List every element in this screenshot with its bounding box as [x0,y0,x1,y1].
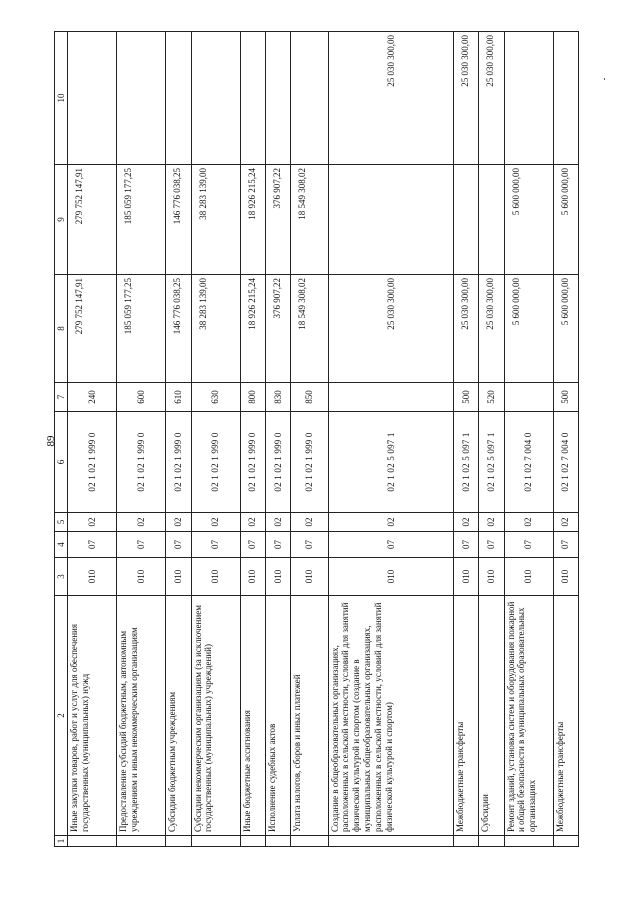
col1-cell [191,836,240,847]
amount-8: 376 907,22 [265,275,290,383]
code-7: 630 [191,383,240,412]
code-6: 02 1 02 1 999 0 [68,412,117,513]
amount-10 [68,32,117,165]
row-name: Исполнение судебных актов [265,596,290,836]
amount-10 [166,32,191,165]
code-3: 010 [553,558,578,596]
column-number: 9 [55,165,68,275]
amount-9 [328,165,454,275]
table-row [240,32,265,847]
amount-10 [553,32,578,165]
code-5: 02 [504,513,553,532]
code-4: 07 [265,532,290,558]
table-body [68,32,579,847]
code-3: 010 [117,558,166,596]
code-6: 02 1 02 5 097 1 [454,412,479,513]
table-row [290,32,328,847]
code-7: 600 [117,383,166,412]
amount-8: 18 926 215,24 [240,275,265,383]
budget-table [54,31,579,847]
code-4: 07 [68,532,117,558]
row-name: Субсидии [479,596,504,836]
code-3: 010 [454,558,479,596]
rotated-table-container [54,32,579,847]
row-name: Уплата налогов, сборов и иных платежей [290,596,328,836]
column-number: 8 [55,275,68,383]
amount-9: 5 600 000,00 [553,165,578,275]
col1-cell [117,836,166,847]
code-7: 800 [240,383,265,412]
code-4: 07 [553,532,578,558]
code-6: 02 1 02 7 004 0 [504,412,553,513]
row-name: Субсидии некоммерческим организациям (за исключением государственных (муниципальных) учреждений) [191,596,240,836]
table-row [117,32,166,847]
code-3: 010 [479,558,504,596]
code-7: 520 [479,383,504,412]
code-4: 07 [479,532,504,558]
amount-9: 18 926 215,24 [240,165,265,275]
col1-cell [454,836,479,847]
code-5: 02 [290,513,328,532]
row-name: Иные бюджетные ассигнования [240,596,265,836]
code-5: 02 [265,513,290,532]
table-row [68,32,117,847]
amount-10 [290,32,328,165]
amount-8: 5 600 000,00 [553,275,578,383]
col1-cell [479,836,504,847]
code-7: 610 [166,383,191,412]
amount-8: 25 030 300,00 [479,275,504,383]
code-6: 02 1 02 5 097 1 [328,412,454,513]
table-row [166,32,191,847]
code-6: 02 1 02 7 004 0 [553,412,578,513]
amount-8: 18 549 308,02 [290,275,328,383]
amount-8: 5 600 000,00 [504,275,553,383]
code-7: 830 [265,383,290,412]
amount-9: 18 549 308,02 [290,165,328,275]
table-row [454,32,479,847]
amount-9: 146 776 038,25 [166,165,191,275]
code-5: 02 [553,513,578,532]
col1-cell [328,836,454,847]
amount-8: 146 776 038,25 [166,275,191,383]
col1-cell [240,836,265,847]
code-6: 02 1 02 1 999 0 [290,412,328,513]
code-3: 010 [328,558,454,596]
column-number: 10 [55,32,68,165]
code-7: 500 [553,383,578,412]
column-number: 1 [55,836,68,847]
amount-9: 185 059 177,25 [117,165,166,275]
code-7: 500 [454,383,479,412]
code-5: 02 [117,513,166,532]
col1-cell [265,836,290,847]
code-4: 07 [504,532,553,558]
amount-10: 25 030 300,00 [454,32,479,165]
code-5: 02 [454,513,479,532]
code-3: 010 [166,558,191,596]
code-3: 010 [68,558,117,596]
code-4: 07 [454,532,479,558]
code-4: 07 [166,532,191,558]
col1-cell [166,836,191,847]
table-row [328,32,454,847]
row-name: Межбюджетные трансферты [553,596,578,836]
amount-8: 185 059 177,25 [117,275,166,383]
col1-cell [290,836,328,847]
column-number: 6 [55,412,68,513]
amount-10 [191,32,240,165]
code-6: 02 1 02 1 999 0 [166,412,191,513]
amount-9: 38 283 139,00 [191,165,240,275]
amount-10 [117,32,166,165]
code-7 [328,383,454,412]
column-number: 4 [55,532,68,558]
code-4: 07 [290,532,328,558]
amount-9: 376 907,22 [265,165,290,275]
code-4: 07 [328,532,454,558]
row-name: Межбюджетные трансферты [454,596,479,836]
code-6: 02 1 02 1 999 0 [265,412,290,513]
code-5: 02 [328,513,454,532]
page-number: 89 [45,435,57,447]
column-number-row [55,32,68,847]
column-number: 2 [55,596,68,836]
column-number: 3 [55,558,68,596]
scan-mark [604,78,605,80]
table-row [504,32,553,847]
code-3: 010 [240,558,265,596]
amount-10 [240,32,265,165]
code-6: 02 1 02 1 999 0 [191,412,240,513]
table-row [191,32,240,847]
code-7: 240 [68,383,117,412]
amount-9: 279 752 147,91 [68,165,117,275]
amount-10 [504,32,553,165]
code-4: 07 [117,532,166,558]
amount-9: 5 600 000,00 [504,165,553,275]
amount-10: 25 030 300,00 [328,32,454,165]
code-5: 02 [191,513,240,532]
code-5: 02 [166,513,191,532]
code-3: 010 [265,558,290,596]
amount-9 [479,165,504,275]
row-name: Иные закупки товаров, работ и услуг для обеспечения государственных (муниципальных) нужд [68,596,117,836]
row-name: Предоставление субсидий бюджетным, автономным учреждениям и иным некоммерческим организациям [117,596,166,836]
table-row [479,32,504,847]
table-row [265,32,290,847]
amount-9 [454,165,479,275]
code-6: 02 1 02 5 097 1 [479,412,504,513]
code-5: 02 [240,513,265,532]
code-7 [504,383,553,412]
col1-cell [553,836,578,847]
code-5: 02 [479,513,504,532]
code-3: 010 [191,558,240,596]
row-name: Создание в общеобразовательных организациях, расположенных в сельской местности, условий для занятий физической культурой и спортом (создание в муниципальных общеобразовательных организациях, расположенных в сельской местности, условий для занятий физической культурой и спортом) [328,596,454,836]
code-3: 010 [290,558,328,596]
amount-10 [265,32,290,165]
amount-8: 25 030 300,00 [328,275,454,383]
amount-8: 38 283 139,00 [191,275,240,383]
table-row [553,32,578,847]
code-4: 07 [191,532,240,558]
code-6: 02 1 02 1 999 0 [117,412,166,513]
code-3: 010 [504,558,553,596]
amount-10: 25 030 300,00 [479,32,504,165]
col1-cell [504,836,553,847]
amount-8: 25 030 300,00 [454,275,479,383]
code-4: 07 [240,532,265,558]
code-6: 02 1 02 1 999 0 [240,412,265,513]
row-name: Субсидии бюджетным учреждениям [166,596,191,836]
col1-cell [68,836,117,847]
code-5: 02 [68,513,117,532]
code-7: 850 [290,383,328,412]
column-number: 5 [55,513,68,532]
amount-8: 279 752 147,91 [68,275,117,383]
row-name: Ремонт зданий, установка систем и оборудования пожарной и общей безопасности в муниципальных образовательных организациях [504,596,553,836]
column-number: 7 [55,383,68,412]
